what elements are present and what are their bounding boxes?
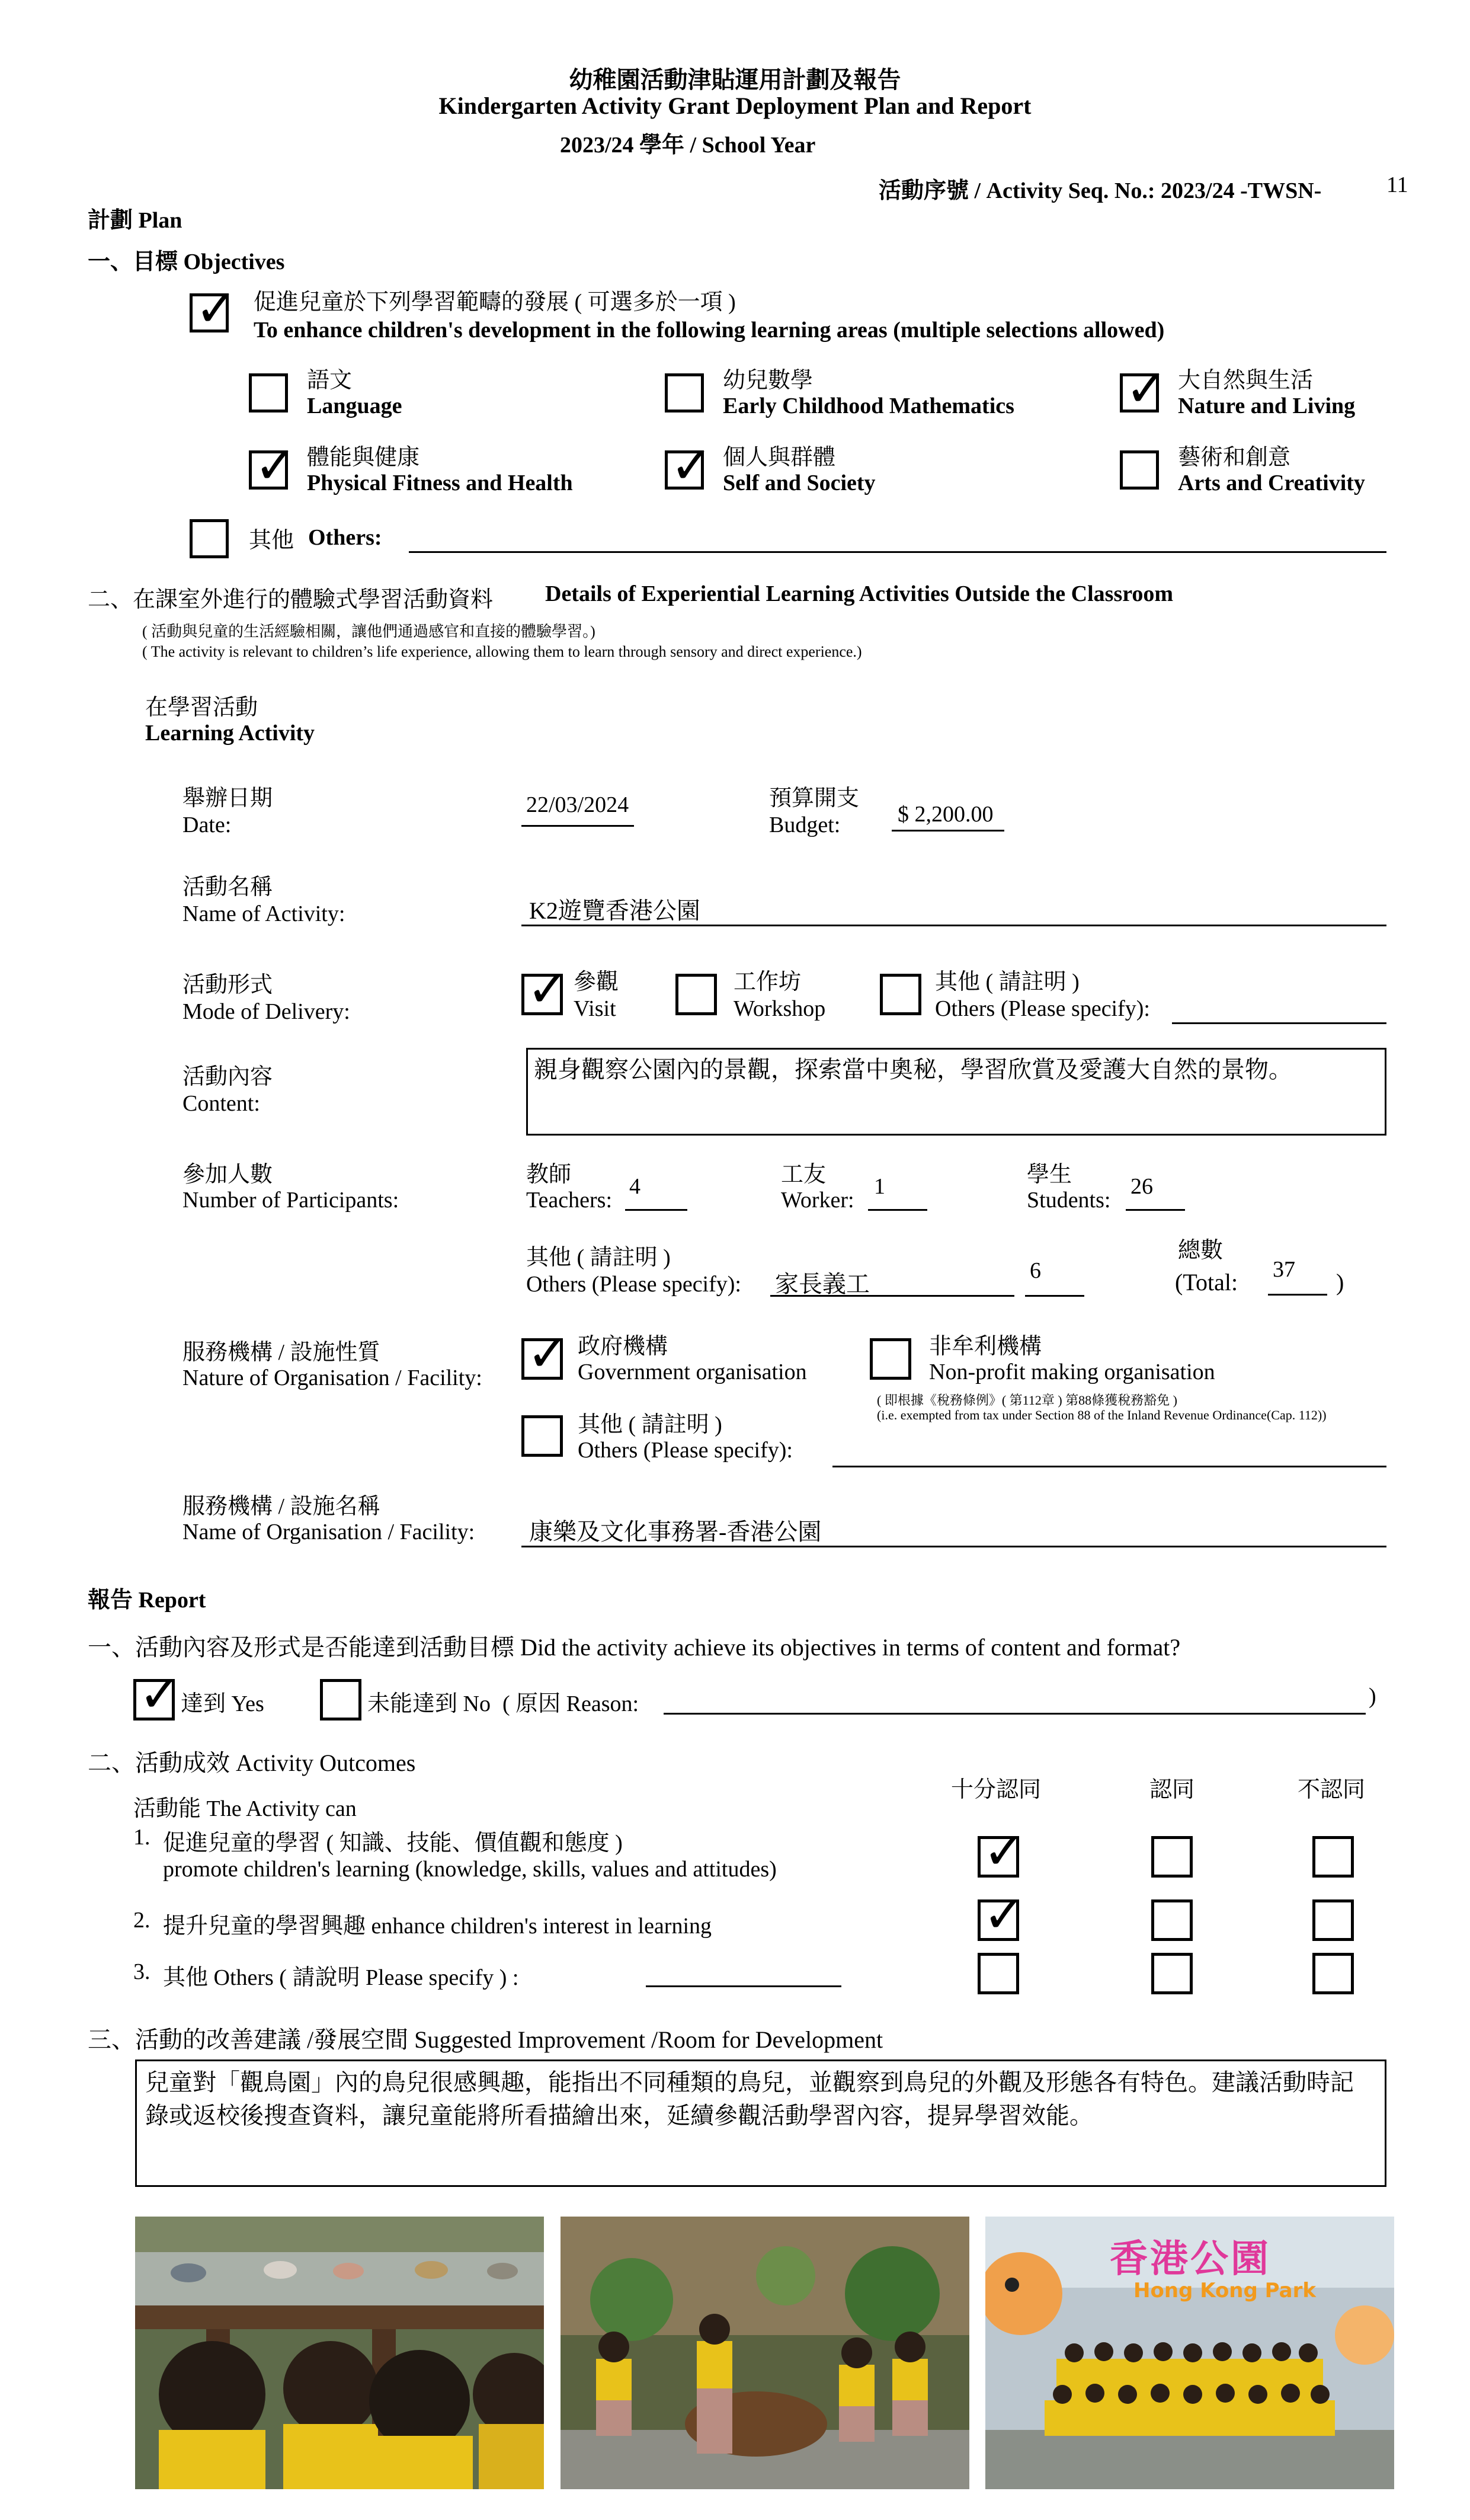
total-value[interactable]: 37 bbox=[1273, 1257, 1295, 1282]
details-note-en: ( The activity is relevant to children’s life experience, allowing them to learn through sensory and direct experience.) bbox=[142, 643, 862, 660]
area-nature-checkbox[interactable]: ✓ bbox=[1120, 373, 1159, 412]
area-nature-zh: 大自然與生活 bbox=[1178, 368, 1314, 393]
content-value: 親身觀察公園內的景觀，探索當中奧秘，學習欣賞及愛護大自然的景物。 bbox=[534, 1056, 1292, 1083]
mode-visit-zh: 參觀 bbox=[574, 970, 619, 994]
nature-others-line[interactable] bbox=[832, 1466, 1386, 1467]
learning-activity-en: Learning Activity bbox=[145, 721, 315, 746]
improvement-box[interactable] bbox=[135, 2060, 1386, 2187]
gov-org-zh: 政府機構 bbox=[578, 1334, 668, 1359]
area-others-zh: 其他 bbox=[249, 528, 294, 553]
mode-others-checkbox[interactable] bbox=[880, 974, 921, 1015]
activity-name-value[interactable]: K2遊覽香港公園 bbox=[529, 897, 700, 924]
mode-workshop-checkbox[interactable] bbox=[675, 974, 717, 1015]
outcome-2-zh: 提升兒童的學習興趣 enhance children's interest in learning bbox=[163, 1914, 712, 1939]
mode-zh: 活動形式 bbox=[182, 973, 273, 997]
activity-name-zh: 活動名稱 bbox=[182, 875, 273, 900]
date-zh: 舉辦日期 bbox=[182, 786, 273, 811]
gov-org-checkbox[interactable]: ✓ bbox=[521, 1338, 563, 1380]
mode-workshop-zh: 工作坊 bbox=[734, 970, 802, 994]
area-language-zh: 語文 bbox=[307, 368, 353, 393]
worker-value[interactable]: 1 bbox=[874, 1174, 885, 1199]
area-fitness-en: Physical Fitness and Health bbox=[307, 471, 573, 495]
outcome-3-agree-checkbox[interactable] bbox=[1151, 1953, 1193, 1994]
area-language-en: Language bbox=[307, 394, 402, 418]
outcome-1-en: promote children's learning (knowledge, skills, values and attitudes) bbox=[163, 1857, 777, 1882]
content-zh: 活動內容 bbox=[182, 1064, 273, 1089]
details-heading-en: Details of Experiential Learning Activities Outside the Classroom bbox=[545, 581, 1174, 606]
mode-others-en: Others (Please specify): bbox=[935, 996, 1150, 1021]
details-heading-zh: 二、在課室外進行的體驗式學習活動資料 bbox=[88, 587, 494, 612]
mode-others-line[interactable] bbox=[1172, 1022, 1386, 1024]
gov-org-en: Government organisation bbox=[578, 1360, 807, 1384]
outcome-2-strongly-agree-checkbox[interactable]: ✓ bbox=[978, 1899, 1019, 1941]
activity-seq-label: 活動序號 / Activity Seq. No.: 2023/24 -TWSN- bbox=[879, 178, 1322, 203]
area-self-society-checkbox[interactable]: ✓ bbox=[665, 450, 704, 490]
total-en: (Total: bbox=[1175, 1269, 1238, 1296]
scale-strongly-agree: 十分認同 bbox=[951, 1777, 1042, 1802]
no-reason-close: ) bbox=[1369, 1684, 1376, 1709]
outcome-1-zh: 促進兒童的學習 ( 知識、技能、價值觀和態度 ) bbox=[163, 1831, 623, 1856]
participants-en: Number of Participants: bbox=[182, 1188, 399, 1213]
date-line bbox=[521, 825, 634, 827]
outcome-1-strongly-agree-checkbox[interactable]: ✓ bbox=[978, 1836, 1019, 1878]
nature-en: Nature of Organisation / Facility: bbox=[182, 1365, 482, 1390]
objectives-heading: 一、目標 Objectives bbox=[88, 250, 285, 274]
objective-checkbox[interactable]: ✓ bbox=[190, 293, 229, 332]
photo-bird-panel bbox=[135, 2217, 544, 2489]
others-participants-zh: 其他 ( 請註明 ) bbox=[526, 1245, 671, 1270]
outcome-3-strongly-agree-checkbox[interactable] bbox=[978, 1953, 1019, 1994]
participants-zh: 參加人數 bbox=[182, 1162, 273, 1187]
teachers-line bbox=[625, 1209, 687, 1211]
outcome-1-disagree-checkbox[interactable] bbox=[1312, 1836, 1354, 1878]
improvement-text: 兒童對「觀鳥園」內的鳥兒很感興趣，能指出不同種類的鳥兒，並觀察到鳥兒的外觀及形態各有特色。建議活動時記錄或返校後搜查資料，讓兒童能將所看描繪出來，延續參觀活動學習內容，提昇學習效能。 bbox=[145, 2069, 1354, 2129]
outcome-1-num: 1. bbox=[133, 1825, 150, 1850]
nature-others-checkbox[interactable] bbox=[521, 1415, 563, 1457]
worker-line bbox=[868, 1209, 927, 1211]
teachers-zh: 教師 bbox=[526, 1162, 572, 1187]
photo-group-park-sign bbox=[985, 2217, 1394, 2489]
org-name-value[interactable]: 康樂及文化事務署-香港公園 bbox=[529, 1518, 822, 1545]
mode-others-zh: 其他 ( 請註明 ) bbox=[935, 970, 1080, 994]
area-language-checkbox[interactable] bbox=[249, 373, 288, 412]
form-title-zh: 幼稚園活動津貼運用計劃及報告 bbox=[569, 66, 901, 93]
area-others-line[interactable] bbox=[409, 551, 1386, 553]
area-fitness-zh: 體能與健康 bbox=[307, 445, 420, 470]
budget-value[interactable]: $ 2,200.00 bbox=[898, 802, 994, 827]
worker-en: Worker: bbox=[781, 1188, 854, 1213]
outcome-3-disagree-checkbox[interactable] bbox=[1312, 1953, 1354, 1994]
date-value[interactable]: 22/03/2024 bbox=[526, 792, 629, 817]
area-math-en: Early Childhood Mathematics bbox=[723, 394, 1014, 418]
park-sign-en: Hong Kong Park bbox=[1133, 2279, 1317, 2302]
activity-seq-number: 11 bbox=[1386, 172, 1408, 197]
school-year: 2023/24 學年 / School Year bbox=[560, 133, 816, 158]
improvement-heading: 三、活動的改善建議 /發展空間 Suggested Improvement /Room for Development bbox=[88, 2026, 883, 2053]
mode-visit-en: Visit bbox=[574, 996, 616, 1021]
students-en: Students: bbox=[1027, 1188, 1111, 1213]
worker-zh: 工友 bbox=[781, 1162, 827, 1187]
no-reason-line[interactable] bbox=[664, 1713, 1366, 1715]
details-note-zh: ( 活動與兒童的生活經驗相關，讓他們通過感官和直接的體驗學習。) bbox=[142, 623, 595, 640]
npo-note-zh: ( 即根據《稅務條例》( 第112章 ) 第88條獲稅務豁免 ) bbox=[877, 1393, 1177, 1408]
total-line bbox=[1268, 1294, 1327, 1296]
outcomes-heading: 二、活動成效 Activity Outcomes bbox=[88, 1750, 416, 1776]
report-heading: 報告 Report bbox=[88, 1588, 206, 1613]
others-participants-desc[interactable]: 家長義工 bbox=[775, 1271, 870, 1297]
outcome-2-num: 2. bbox=[133, 1908, 150, 1933]
others-participants-count-line bbox=[1025, 1295, 1084, 1297]
achieved-no-checkbox[interactable] bbox=[320, 1679, 361, 1720]
area-math-checkbox[interactable] bbox=[665, 373, 704, 412]
scale-disagree: 不認同 bbox=[1298, 1777, 1366, 1802]
content-box[interactable] bbox=[526, 1048, 1386, 1136]
outcome-2-disagree-checkbox[interactable] bbox=[1312, 1899, 1354, 1941]
area-others-checkbox[interactable] bbox=[190, 519, 229, 558]
achieved-yes-checkbox[interactable]: ✓ bbox=[133, 1679, 175, 1720]
npo-zh: 非牟利機構 bbox=[929, 1334, 1042, 1359]
area-arts-zh: 藝術和創意 bbox=[1178, 445, 1291, 470]
outcome-2-agree-checkbox[interactable] bbox=[1151, 1899, 1193, 1941]
teachers-en: Teachers: bbox=[526, 1188, 613, 1213]
area-arts-en: Arts and Creativity bbox=[1178, 471, 1365, 495]
scale-agree: 認同 bbox=[1149, 1777, 1195, 1802]
achieved-no-label: 未能達到 No bbox=[367, 1691, 491, 1716]
nature-zh: 服務機構 / 設施性質 bbox=[182, 1340, 380, 1365]
no-reason-label: ( 原因 Reason: bbox=[502, 1691, 639, 1716]
plan-heading: 計劃 Plan bbox=[88, 208, 182, 233]
outcome-3-line[interactable] bbox=[646, 1985, 841, 1987]
achieved-yes-label: 達到 Yes bbox=[181, 1691, 264, 1716]
mode-en: Mode of Delivery: bbox=[182, 999, 350, 1024]
objective-en: To enhance children's development in the following learning areas (multiple selections allowed) bbox=[254, 318, 1165, 343]
area-nature-en: Nature and Living bbox=[1178, 394, 1356, 418]
npo-note-en: (i.e. exempted from tax under Section 88 of the Inland Revenue Ordinance(Cap. 112)) bbox=[877, 1408, 1327, 1422]
others-participants-value[interactable]: 6 bbox=[1030, 1258, 1041, 1283]
content-en: Content: bbox=[182, 1091, 260, 1116]
budget-line bbox=[892, 830, 1004, 832]
budget-en: Budget: bbox=[769, 813, 841, 837]
activity-name-line bbox=[521, 925, 1386, 926]
area-arts-checkbox[interactable] bbox=[1120, 450, 1159, 490]
outcome-1-agree-checkbox[interactable] bbox=[1151, 1836, 1193, 1878]
total-zh: 總數 bbox=[1178, 1238, 1224, 1263]
activity-name-en: Name of Activity: bbox=[182, 901, 345, 926]
others-participants-line bbox=[770, 1295, 1014, 1297]
mode-visit-checkbox[interactable]: ✓ bbox=[521, 974, 563, 1015]
nature-others-zh: 其他 ( 請註明 ) bbox=[578, 1412, 722, 1437]
activity-can: 活動能 The Activity can bbox=[133, 1796, 357, 1821]
mode-workshop-en: Workshop bbox=[734, 996, 826, 1021]
learning-activity-zh: 在學習活動 bbox=[145, 695, 258, 720]
area-self-society-zh: 個人與群體 bbox=[723, 445, 836, 470]
area-fitness-checkbox[interactable]: ✓ bbox=[249, 450, 288, 490]
outcome-3-num: 3. bbox=[133, 1959, 150, 1984]
outcome-3-zh: 其他 Others ( 請說明 Please specify ) : bbox=[163, 1965, 519, 1990]
students-line bbox=[1126, 1209, 1185, 1211]
org-name-line bbox=[521, 1546, 1386, 1547]
area-others-en: Others: bbox=[308, 525, 382, 550]
park-sign-zh: 香港公園 bbox=[1110, 2237, 1271, 2281]
nature-others-en: Others (Please specify): bbox=[578, 1438, 793, 1463]
report-q1: 一、活動內容及形式是否能達到活動目標 Did the activity achieve its objectives in terms of content and format? bbox=[88, 1634, 1181, 1661]
org-name-zh: 服務機構 / 設施名稱 bbox=[182, 1494, 380, 1519]
objective-zh: 促進兒童於下列學習範疇的發展 ( 可選多於一項 ) bbox=[254, 290, 736, 315]
students-zh: 學生 bbox=[1027, 1162, 1072, 1187]
teachers-value[interactable]: 4 bbox=[629, 1174, 640, 1199]
org-name-en: Name of Organisation / Facility: bbox=[182, 1520, 475, 1544]
form-title-en: Kindergarten Activity Grant Deployment Plan and Report bbox=[438, 92, 1032, 119]
budget-zh: 預算開支 bbox=[769, 786, 860, 811]
total-close: ) bbox=[1336, 1269, 1344, 1296]
students-value[interactable]: 26 bbox=[1130, 1174, 1153, 1199]
date-en: Date: bbox=[182, 813, 232, 837]
area-self-society-en: Self and Society bbox=[723, 471, 876, 495]
area-math-zh: 幼兒數學 bbox=[723, 368, 814, 393]
npo-checkbox[interactable] bbox=[870, 1338, 911, 1380]
others-participants-en: Others (Please specify): bbox=[526, 1272, 741, 1297]
npo-en: Non-profit making organisation bbox=[929, 1360, 1215, 1384]
photo-children-log bbox=[561, 2217, 969, 2489]
